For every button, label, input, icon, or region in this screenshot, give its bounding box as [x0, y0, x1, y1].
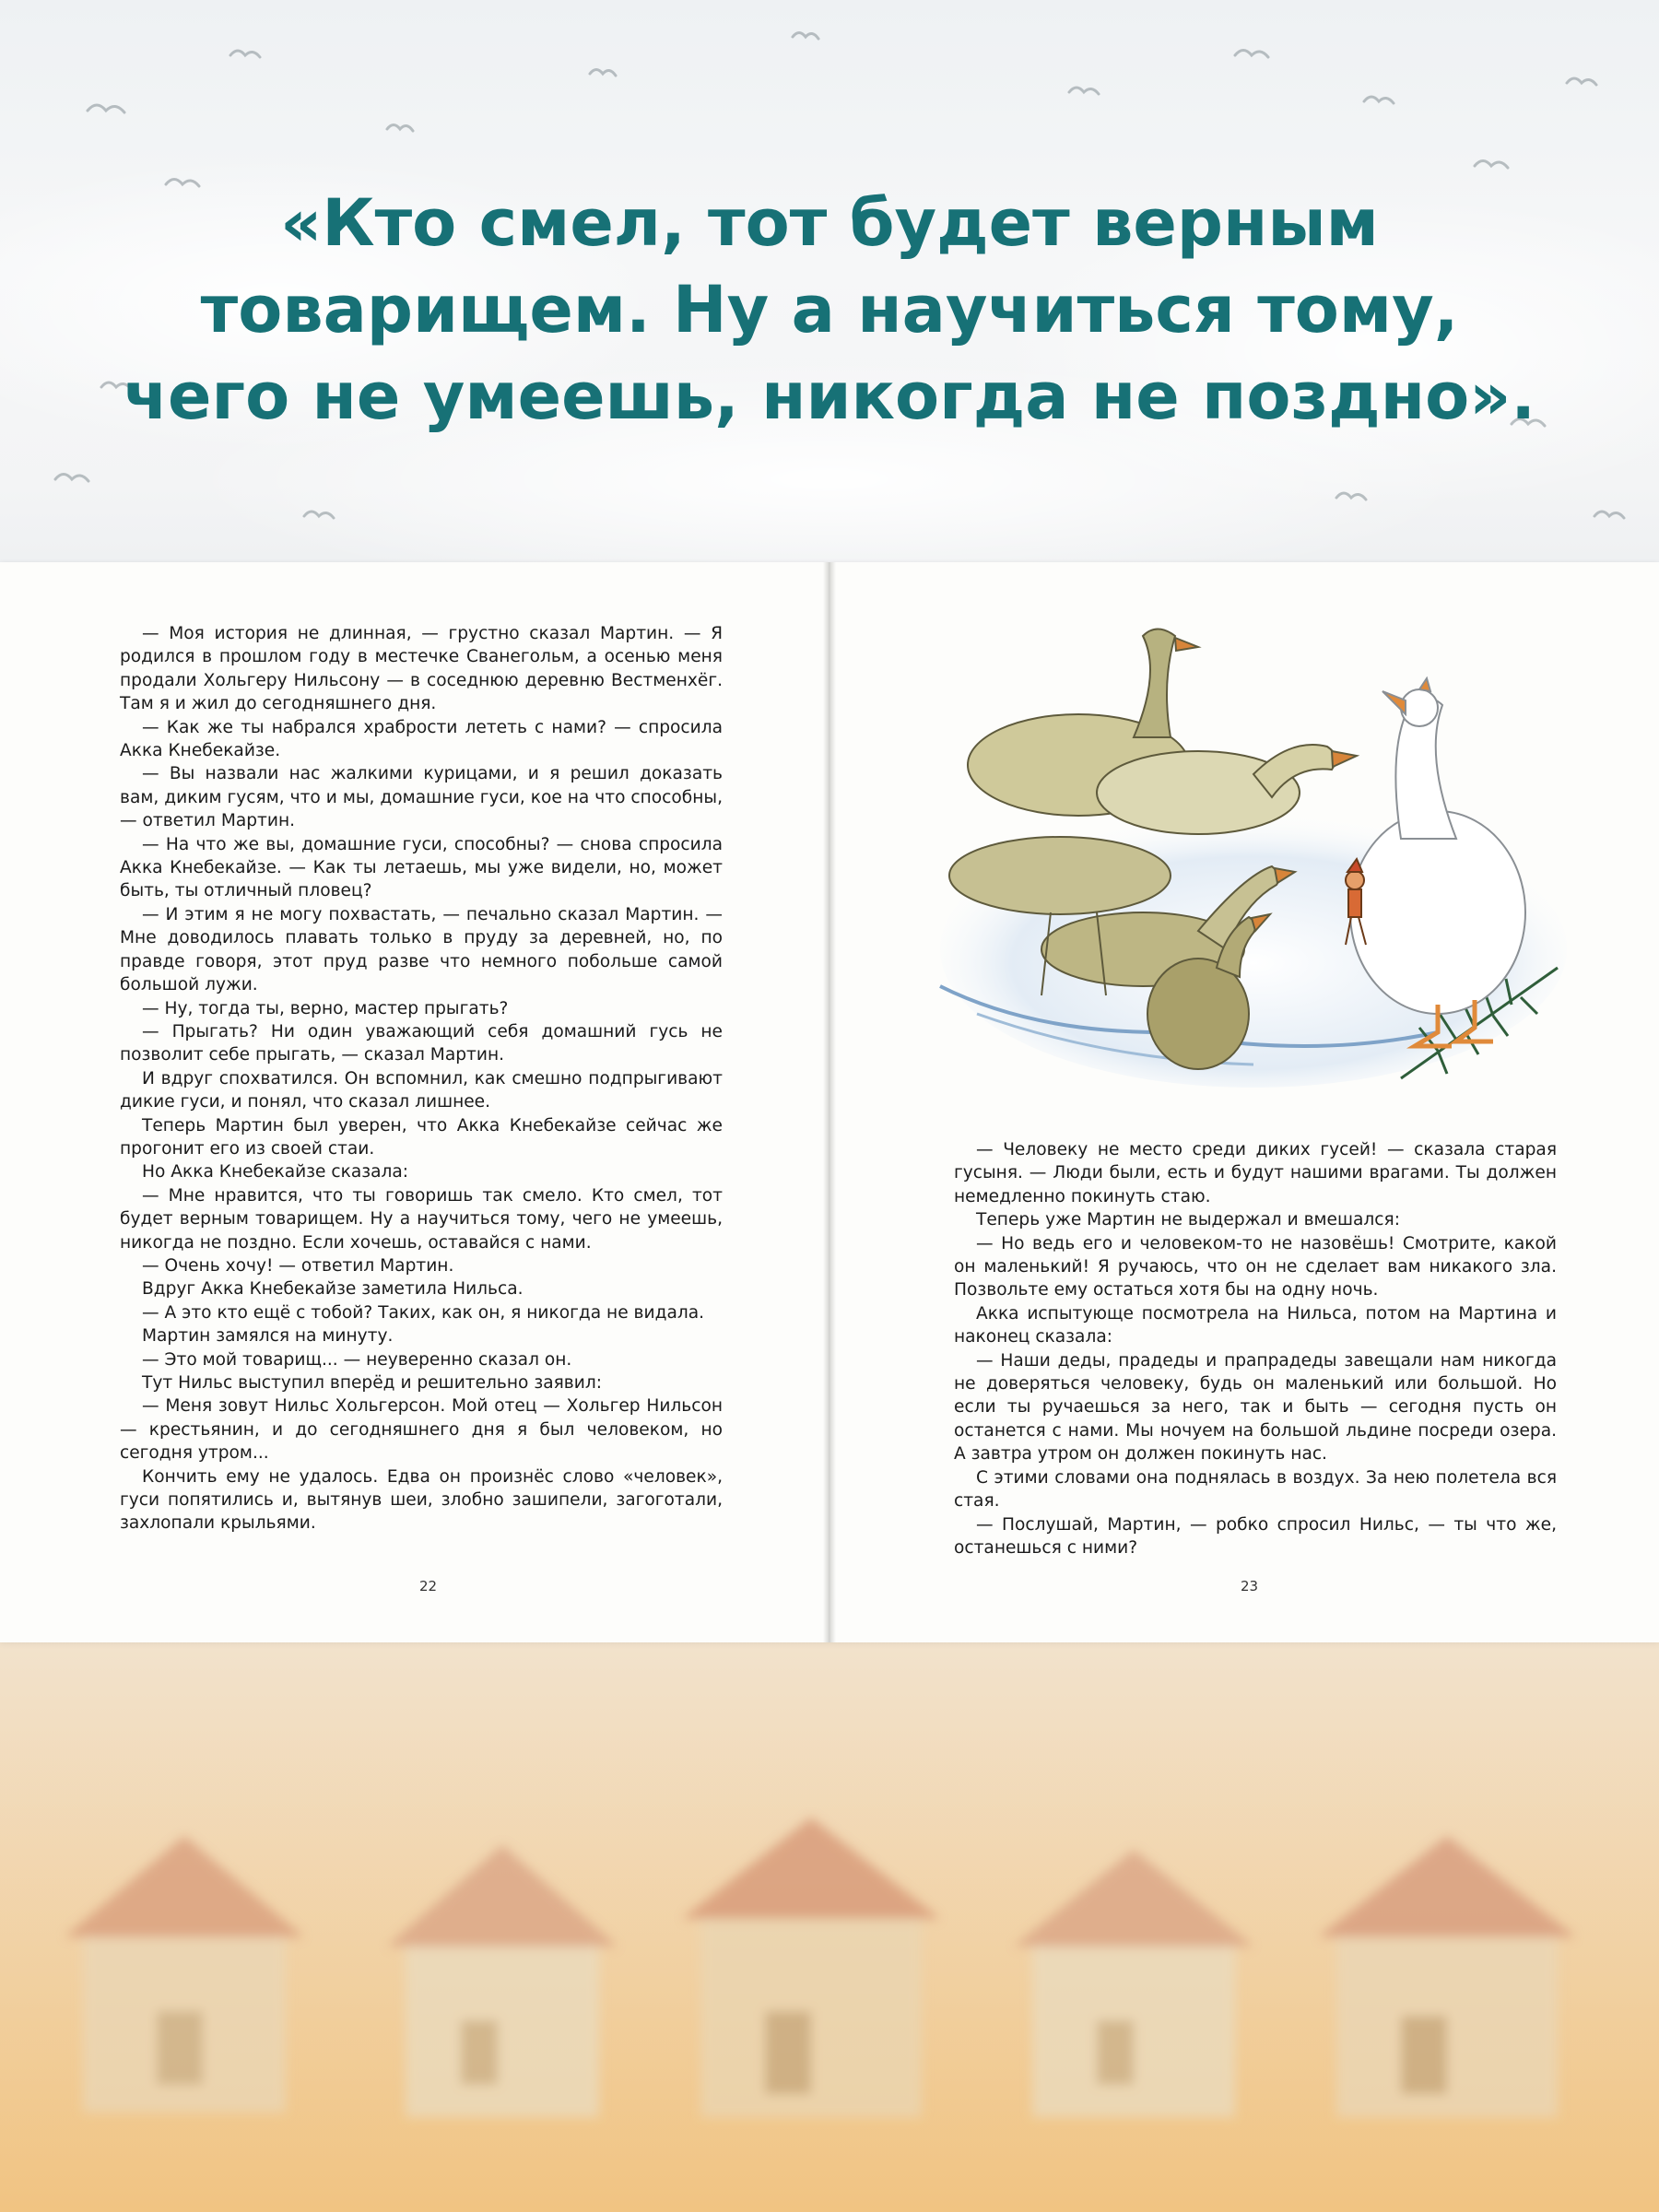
paragraph: — Моя история не длинная, — грустно сказал Мартин. — Я родился в прошлом году в местечке Сванегольм, а осенью меня продали Хольгеру Нильсону — в соседнюю деревню Вестменхёг. Там я и жил до сегодняшнего дня.: [120, 624, 723, 714]
paragraph: — Прыгать? Ни один уважающий себя домашний гусь не позволит себе прыгать, — сказал Мартин.: [120, 1021, 723, 1065]
paragraph: Тут Нильс выступил вперёд и решительно заявил:: [142, 1373, 602, 1393]
paragraph: — Очень хочу! — ответил Мартин.: [142, 1255, 454, 1276]
paragraph: — И этим я не могу похвастать, — печально сказал Мартин. — Мне доводилось плавать только в пруду за деревней, но, по правде говоря, этот пруд разве что немного побольше самой большой лужи.: [120, 904, 723, 995]
paragraph: — Мне нравится, что ты говоришь так смело. Кто смел, тот будет верным товарищем. Ну а научиться тому, чего не умеешь, никогда не поздно. Если хочешь, оставайся с нами.: [120, 1185, 723, 1253]
paragraph: Мартин замялся на минуту.: [142, 1326, 394, 1347]
paragraph: Кончить ему не удалось. Едва он произнёс слово «человек», гуси попятились и, вытянув шеи, злобно зашипели, загоготали, захлопали крыльями.: [120, 1466, 723, 1534]
paragraph: Но Акка Кнебекайзе сказала:: [142, 1162, 409, 1182]
paragraph: — Как же ты набрался храбрости лететь с нами? — спросила Акка Кнебекайзе.: [120, 717, 723, 761]
book-gutter: [823, 562, 836, 1642]
paragraph: — Но ведь его и человеком-то не назовёшь! Смотрите, какой он маленький! Я ручаюсь, что он не сделает вам никакого зла. Позвольте ему остаться хотя бы на одну ночь.: [954, 1233, 1557, 1300]
left-page-number: 22: [419, 1578, 438, 1594]
paragraph: — Меня зовут Нильс Хольгерсон. Мой отец — Хольгер Нильсон — крестьянин, и до сегодняшнего дня я был человеком, но сегодня утром...: [120, 1396, 723, 1464]
paragraph: Теперь Мартин был уверен, что Акка Кнебекайзе сейчас же прогонит его из своей стаи.: [120, 1115, 723, 1159]
right-page-text: [954, 1138, 1557, 1559]
geese-illustration: [922, 599, 1567, 1115]
paragraph: — Это мой товарищ... — неуверенно сказал он.: [142, 1349, 572, 1370]
paragraph: — Вы назвали нас жалкими курицами, и я решил доказать вам, диким гусям, что и мы, домашние гуси, кое на что способны, — ответил Мартин.: [120, 764, 723, 831]
quote-line-1: «Кто смел, тот будет верным: [280, 185, 1379, 261]
paragraph: Вдруг Акка Кнебекайзе заметила Нильса.: [142, 1279, 524, 1300]
paragraph: Акка испытующе посмотрела на Нильса, потом на Мартина и наконец сказала:: [954, 1303, 1557, 1347]
quote-heading: [0, 180, 1659, 440]
paragraph: — Ну, тогда ты, верно, мастер прыгать?: [142, 998, 509, 1018]
paragraph: — Человеку не место среди диких гусей! — сказала старая гусыня. — Люди были, есть и будут нашими врагами. Ты должен немедленно покинуть стаю.: [954, 1140, 1557, 1206]
paragraph: С этими словами она поднялась в воздух. За нею полетела вся стая.: [954, 1467, 1557, 1512]
paragraph: — На что же вы, домашние гуси, способны? — снова спросила Акка Кнебекайзе. — Как ты летаешь, мы уже видели, но, может быть, ты отличный пловец?: [120, 834, 723, 901]
paragraph: И вдруг спохватился. Он вспомнил, как смешно подпрыгивают дикие гуси, и понял, что сказал лишнее.: [120, 1068, 723, 1112]
paragraph: — Наши деды, прадеды и прапрадеды завещали нам никогда не доверяться человеку, будь он маленький или большой. Но если ты ручаешься за него, так и быть — сегодня пусть он останется с нами. Мы ночуем на большой льдине посреди озера. А завтра утром он должен покинуть нас.: [954, 1350, 1557, 1465]
paragraph: — Послушай, Мартин, — робко спросил Нильс, — ты что же, останешься с ними?: [954, 1514, 1557, 1558]
village-background: [0, 1642, 1659, 2212]
right-page-number: 23: [1241, 1578, 1259, 1594]
quote-line-2: товарищем. Ну а научиться тому,: [200, 272, 1459, 347]
paragraph: Теперь уже Мартин не выдержал и вмешался:: [976, 1210, 1400, 1230]
left-page-text: [120, 622, 723, 1535]
quote-line-3: чего не умеешь, никогда не поздно».: [123, 359, 1535, 434]
paragraph: — А это кто ещё с тобой? Таких, как он, я никогда не видала.: [142, 1302, 705, 1323]
